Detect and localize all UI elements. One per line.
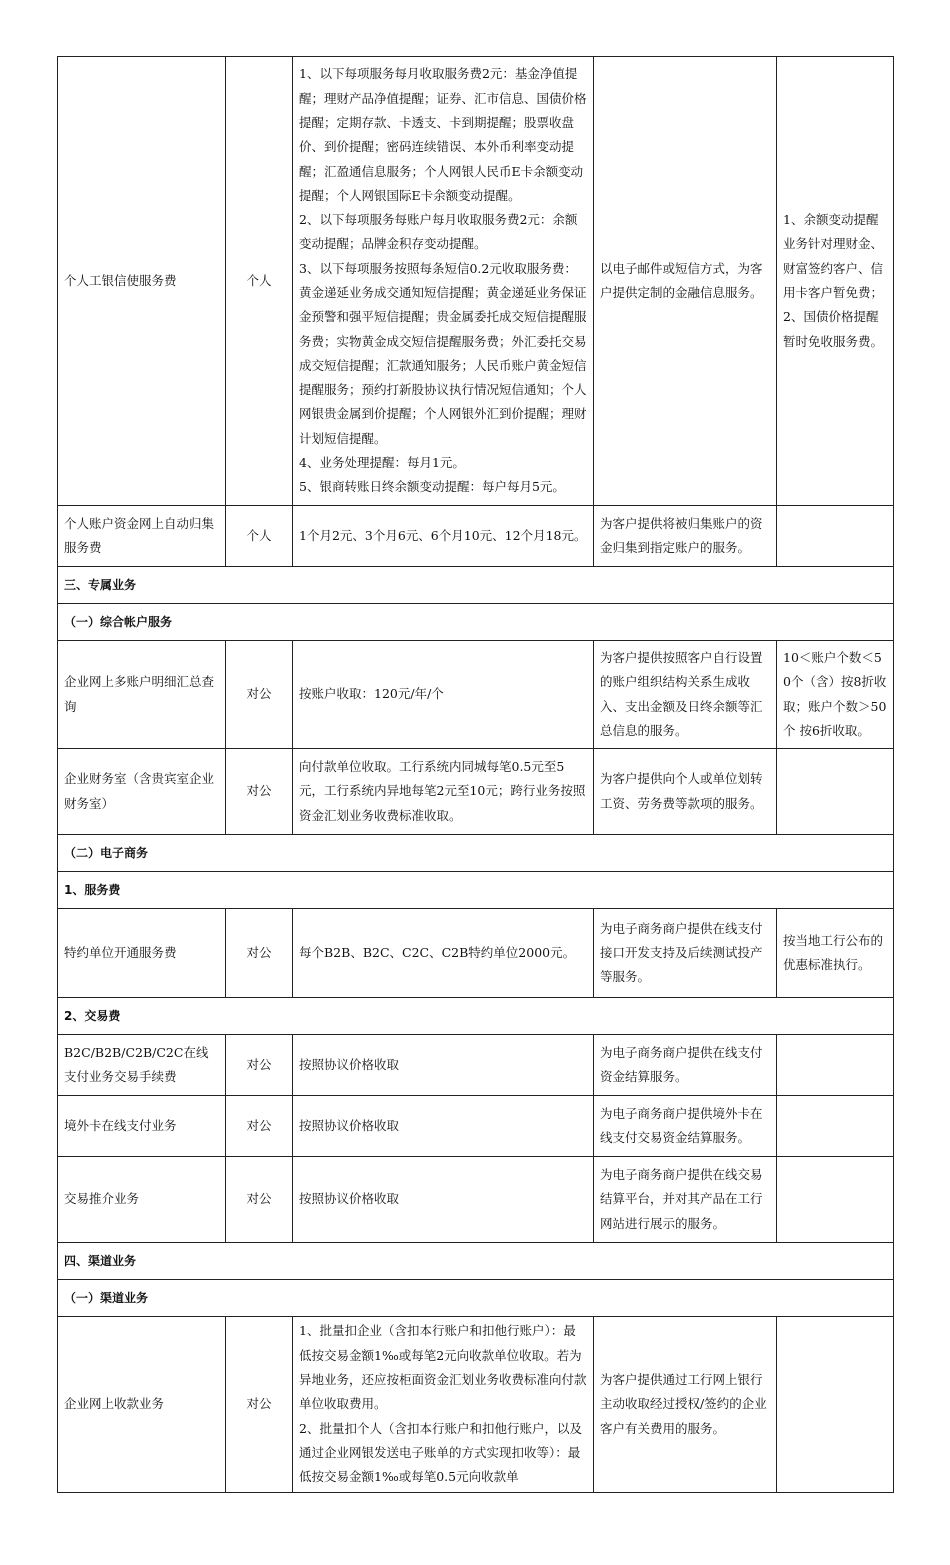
service-name-cell: B2C/B2B/C2B/C2C在线支付业务交易手续费	[58, 1035, 226, 1096]
service-object-cell: 个人	[226, 57, 293, 506]
service-description-cell: 为客户提供按照客户自行设置的账户组织结构关系生成收入、支出金额及日终余额等汇总信息的服务。	[594, 641, 777, 749]
table-row	[58, 749, 894, 835]
remark-cell	[777, 1035, 894, 1096]
table-row	[58, 1157, 894, 1243]
service-name-cell: 个人账户资金网上自动归集服务费	[58, 506, 226, 567]
service-object-cell: 对公	[226, 1157, 293, 1243]
fee-standard-cell	[293, 641, 594, 749]
service-description-cell: 为客户提供通过工行网上银行主动收取经过授权/签约的企业客户有关费用的服务。	[594, 1317, 777, 1493]
service-object-cell: 对公	[226, 749, 293, 835]
remark-cell	[777, 506, 894, 567]
remark-cell	[777, 1096, 894, 1157]
section-heading: 1、服务费	[58, 872, 894, 909]
fee-standard-cell	[293, 1096, 594, 1157]
table-row	[58, 641, 894, 749]
section-heading: 四、渠道业务	[58, 1243, 894, 1280]
service-name-cell: 交易推介业务	[58, 1157, 226, 1243]
section-row	[58, 567, 894, 604]
table-row	[58, 1096, 894, 1157]
service-description-cell: 为电子商务商户提供境外卡在线支付交易资金结算服务。	[594, 1096, 777, 1157]
fee-schedule-table	[57, 56, 894, 1493]
service-name-cell: 特约单位开通服务费	[58, 909, 226, 998]
service-name-cell: 个人工银信使服务费	[58, 57, 226, 506]
remark-cell: 1、余额变动提醒业务针对理财金、财富签约客户、信用卡客户暂免费；2、国债价格提醒暂时免收服务费。	[777, 57, 894, 506]
fee-standard-item: 2、批量扣个人（含扣本行账户和扣他行账户，以及通过企业网银发送电子账单的方式实现扣收等）：最低按交易金额1‰或每笔0.5元向收款单	[299, 1420, 582, 1485]
fee-standard-item: 1个月2元、3个月6元、6个月10元、12个月18元。	[299, 527, 587, 543]
remark-cell	[777, 749, 894, 835]
table-row	[58, 909, 894, 998]
fee-standard-item: 按照协议价格收取	[299, 1117, 400, 1133]
service-description-cell: 为电子商务商户提供在线交易结算平台，并对其产品在工行网站进行展示的服务。	[594, 1157, 777, 1243]
fee-standard-item: 每个B2B、B2C、C2C、C2B特约单位2000元。	[299, 944, 576, 960]
fee-standard-item: 向付款单位收取。工行系统内同城每笔0.5元至5元，工行系统内异地每笔2元至10元；跨行业务按照资金汇划业务收费标准收取。	[299, 759, 586, 823]
fee-standard-cell	[293, 909, 594, 998]
table-row	[58, 1317, 894, 1493]
fee-standard-cell	[293, 749, 594, 835]
service-object-cell: 对公	[226, 909, 293, 998]
section-heading: （一）渠道业务	[58, 1280, 894, 1317]
fee-standard-item: 1、批量扣企业（含扣本行账户和扣他行账户）：最低按交易金额1‰或每笔2元向收款单位收取。若为异地业务，还应按柜面资金汇划业务收费标准向付款单位收取费用。	[299, 1323, 587, 1412]
fee-standard-item: 按照协议价格收取	[299, 1191, 400, 1207]
fee-standard-item: 3、以下每项服务按照每条短信0.2元收取服务费：黄金递延业务成交通知短信提醒；黄金递延业务保证金预警和强平短信提醒；贵金属委托成交短信提醒服务费；实物黄金成交短信提醒服务费；外汇委托交易成交短信提醒；汇款通知服务；人民币账户黄金短信提醒服务；预约打新股协议执行情况短信通知；个人网银贵金属到价提醒；个人网银外汇到价提醒；理财计划短信提醒。	[299, 260, 587, 446]
service-name-cell: 企业网上收款业务	[58, 1317, 226, 1493]
service-description-cell: 为电子商务商户提供在线支付资金结算服务。	[594, 1035, 777, 1096]
service-description-cell: 为电子商务商户提供在线支付接口开发支持及后续测试投产等服务。	[594, 909, 777, 998]
fee-standard-item: 5、银商转账日终余额变动提醒：每户每月5元。	[299, 479, 565, 495]
service-object-cell: 对公	[226, 1096, 293, 1157]
section-heading: （二）电子商务	[58, 835, 894, 872]
section-row	[58, 1243, 894, 1280]
section-row	[58, 998, 894, 1035]
service-object-cell: 对公	[226, 1317, 293, 1493]
service-name-cell: 境外卡在线支付业务	[58, 1096, 226, 1157]
fee-standard-item: 2、以下每项服务每账户每月收取服务费2元：余额变动提醒；品牌金积存变动提醒。	[299, 212, 578, 252]
fee-standard-item: 1、以下每项服务每月收取服务费2元：基金净值提醒；理财产品净值提醒；证券、汇市信息、国债价格提醒；定期存款、卡透支、卡到期提醒；股票收盘价、到价提醒；密码连续错误、本外币利率变动提醒；汇盈通信息服务；个人网银人民币E卡余额变动提醒；个人网银国际E卡余额变动提醒。	[299, 66, 587, 203]
fee-standard-cell	[293, 1035, 594, 1096]
section-row	[58, 1280, 894, 1317]
section-row	[58, 872, 894, 909]
service-description-cell: 为客户提供向个人或单位划转工资、劳务费等款项的服务。	[594, 749, 777, 835]
fee-standard-item: 4、业务处理提醒：每月1元。	[299, 455, 465, 471]
section-heading: （一）综合帐户服务	[58, 604, 894, 641]
fee-standard-cell	[293, 506, 594, 567]
table-row	[58, 506, 894, 567]
fee-standard-cell	[293, 1157, 594, 1243]
remark-cell	[777, 1157, 894, 1243]
section-row	[58, 604, 894, 641]
section-row	[58, 835, 894, 872]
table-row	[58, 57, 894, 506]
remark-cell	[777, 1317, 894, 1493]
section-heading: 2、交易费	[58, 998, 894, 1035]
section-heading: 三、专属业务	[58, 567, 894, 604]
fee-standard-cell	[293, 57, 594, 506]
remark-cell: 10＜账户个数＜50个（含）按8折收取；账户个数＞50个 按6折收取。	[777, 641, 894, 749]
service-object-cell: 对公	[226, 641, 293, 749]
service-object-cell: 个人	[226, 506, 293, 567]
table-row	[58, 1035, 894, 1096]
remark-cell: 按当地工行公布的优惠标准执行。	[777, 909, 894, 998]
service-name-cell: 企业财务室（含贵宾室企业财务室）	[58, 749, 226, 835]
service-description-cell: 以电子邮件或短信方式，为客户提供定制的金融信息服务。	[594, 57, 777, 506]
service-object-cell: 对公	[226, 1035, 293, 1096]
service-description-cell: 为客户提供将被归集账户的资金归集到指定账户的服务。	[594, 506, 777, 567]
fee-standard-item: 按照协议价格收取	[299, 1056, 400, 1072]
service-name-cell: 企业网上多账户明细汇总查询	[58, 641, 226, 749]
fee-standard-item: 按账户收取：120元/年/个	[299, 686, 444, 702]
fee-standard-cell	[293, 1317, 594, 1493]
